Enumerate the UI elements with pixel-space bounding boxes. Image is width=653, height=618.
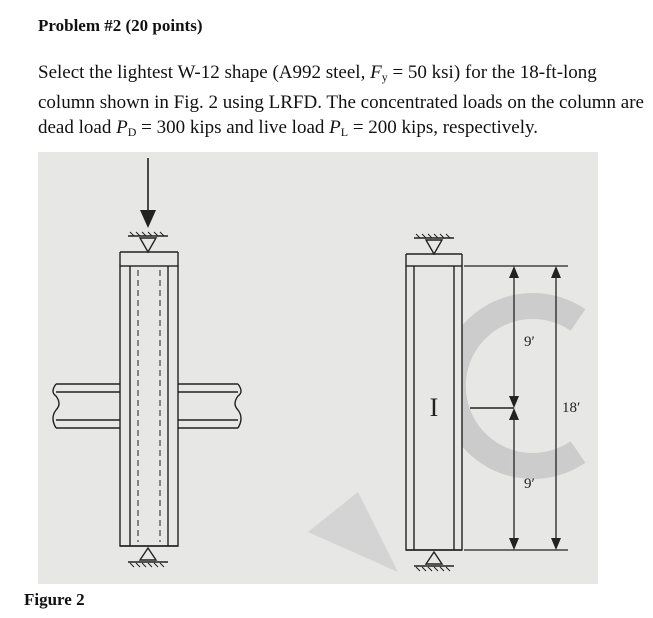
dimension-total-label: 18′ [562,400,581,416]
statement-part-4: = 200 kips, respectively. [348,117,539,138]
statement-part-2: = 50 ksi) for the 18-ft-long column shown in Fig. 2 using LRFD. The concentrated loads on the column are dead load [38,62,644,138]
problem-title: Problem #2 (20 points) [38,16,203,35]
statement-part-1: Select the lightest W-12 shape (A992 steel, [38,62,371,83]
pd-subscript: D [127,125,137,139]
left-column [120,266,178,546]
problem-statement [38,60,648,145]
dimension-upper-label: 9′ [524,334,535,350]
fy-subscript: y [381,70,388,84]
load-arrow-icon [140,210,156,228]
right-top-pin-support-icon [414,234,454,254]
figure-2-diagram [38,152,598,584]
right-bottom-pin-support-icon [406,550,462,571]
pl-subscript: L [340,125,349,139]
top-pin-support-icon [128,232,168,252]
figure-caption: Figure 2 [24,590,85,609]
left-column-assembly [53,158,241,567]
right-column-assembly [406,234,514,571]
i-section-symbol: I [429,393,439,422]
column-drawing [38,152,598,584]
fy-symbol: F [370,62,382,83]
dimension-lower-label: 9′ [524,476,535,492]
pl-symbol: P [329,117,341,138]
statement-part-3: = 300 kips and live load [136,117,330,138]
pd-symbol: P [116,117,128,138]
bottom-pin-support-icon [120,546,178,567]
